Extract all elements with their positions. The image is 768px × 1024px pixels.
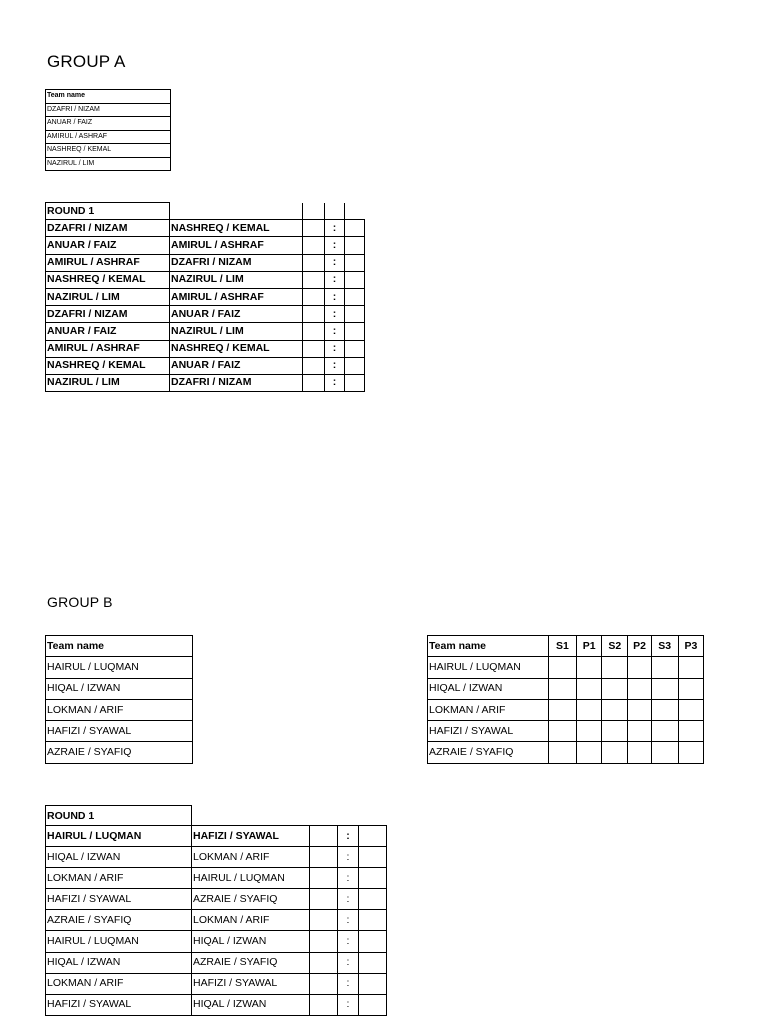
standings-cell[interactable] xyxy=(577,742,602,763)
score-separator: : xyxy=(325,323,345,340)
group-a-title: GROUP A xyxy=(47,52,126,71)
match-row xyxy=(46,952,387,973)
match-row xyxy=(46,931,387,952)
standings-cell[interactable] xyxy=(548,699,576,720)
home-team: LOKMAN / ARIF xyxy=(46,868,192,889)
home-team: HAFIZI / SYAWAL xyxy=(46,994,192,1015)
standings-cell[interactable] xyxy=(628,699,651,720)
standings-header-s2: S2 xyxy=(602,636,628,657)
home-team: AMIRUL / ASHRAF xyxy=(46,340,170,357)
away-team: AZRAIE / SYAFIQ xyxy=(192,952,310,973)
match-row xyxy=(46,374,365,391)
match-row xyxy=(46,994,387,1015)
away-team: HIQAL / IZWAN xyxy=(192,994,310,1015)
group-b-title: GROUP B xyxy=(47,594,113,610)
home-team: DZAFRI / NIZAM xyxy=(46,306,170,323)
score-home-cell[interactable] xyxy=(303,357,325,374)
standings-cell[interactable] xyxy=(602,721,628,742)
team-cell: HAFIZI / SYAWAL xyxy=(46,721,193,742)
score-home-cell[interactable] xyxy=(303,220,325,237)
score-home-cell[interactable] xyxy=(310,889,338,910)
score-away-cell[interactable] xyxy=(359,931,387,952)
away-team: DZAFRI / NIZAM xyxy=(170,374,303,391)
home-team: ANUAR / FAIZ xyxy=(46,237,170,254)
home-team: NASHREQ / KEMAL xyxy=(46,357,170,374)
score-away-cell[interactable] xyxy=(359,868,387,889)
standings-cell[interactable] xyxy=(602,657,628,678)
standings-cell[interactable] xyxy=(628,742,651,763)
away-team: DZAFRI / NIZAM xyxy=(170,254,303,271)
standings-header-s3: S3 xyxy=(651,636,678,657)
standings-cell[interactable] xyxy=(678,699,703,720)
score-separator: : xyxy=(338,826,359,847)
score-home-cell[interactable] xyxy=(310,910,338,931)
score-home-cell[interactable] xyxy=(310,931,338,952)
standings-cell[interactable] xyxy=(577,678,602,699)
score-separator: : xyxy=(338,931,359,952)
standings-team: HAFIZI / SYAWAL xyxy=(428,721,549,742)
score-separator: : xyxy=(338,868,359,889)
home-team: HIQAL / IZWAN xyxy=(46,952,192,973)
match-row xyxy=(46,868,387,889)
away-team: AZRAIE / SYAFIQ xyxy=(192,889,310,910)
score-home-cell[interactable] xyxy=(303,340,325,357)
score-away-cell[interactable] xyxy=(345,254,365,271)
score-separator: : xyxy=(338,889,359,910)
score-away-cell[interactable] xyxy=(345,271,365,288)
match-row xyxy=(46,323,365,340)
home-team: HAIRUL / LUQMAN xyxy=(46,931,192,952)
team-name-header: Team name xyxy=(46,636,193,657)
group-b-standings-table xyxy=(427,635,704,764)
home-team: LOKMAN / ARIF xyxy=(46,973,192,994)
score-away-cell[interactable] xyxy=(345,237,365,254)
home-team: AMIRUL / ASHRAF xyxy=(46,254,170,271)
away-team: NASHREQ / KEMAL xyxy=(170,220,303,237)
standings-cell[interactable] xyxy=(602,742,628,763)
standings-cell[interactable] xyxy=(548,657,576,678)
score-separator: : xyxy=(338,994,359,1015)
away-team: ANUAR / FAIZ xyxy=(170,306,303,323)
home-team: AZRAIE / SYAFIQ xyxy=(46,910,192,931)
score-home-cell[interactable] xyxy=(310,994,338,1015)
match-row xyxy=(46,847,387,868)
score-away-cell[interactable] xyxy=(359,826,387,847)
match-row xyxy=(46,910,387,931)
away-team: HAFIZI / SYAWAL xyxy=(192,826,310,847)
match-row xyxy=(46,973,387,994)
score-separator: : xyxy=(325,288,345,305)
standings-cell[interactable] xyxy=(651,742,678,763)
team-cell: LOKMAN / ARIF xyxy=(46,699,193,720)
standings-cell[interactable] xyxy=(678,742,703,763)
standings-team: LOKMAN / ARIF xyxy=(428,699,549,720)
score-away-cell[interactable] xyxy=(345,357,365,374)
score-away-cell[interactable] xyxy=(359,952,387,973)
standings-cell[interactable] xyxy=(602,678,628,699)
standings-cell[interactable] xyxy=(651,699,678,720)
home-team: HAFIZI / SYAWAL xyxy=(46,889,192,910)
score-separator: : xyxy=(325,374,345,391)
standings-row xyxy=(428,699,704,720)
team-cell: ANUAR / FAIZ xyxy=(46,117,171,131)
standings-team: AZRAIE / SYAFIQ xyxy=(428,742,549,763)
score-away-cell[interactable] xyxy=(359,847,387,868)
score-away-cell[interactable] xyxy=(345,220,365,237)
home-team: HAIRUL / LUQMAN xyxy=(46,826,192,847)
standings-cell[interactable] xyxy=(628,721,651,742)
match-row xyxy=(46,357,365,374)
team-name-header: Team name xyxy=(46,90,171,104)
score-home-cell[interactable] xyxy=(310,847,338,868)
standings-cell[interactable] xyxy=(577,657,602,678)
standings-cell[interactable] xyxy=(628,657,651,678)
home-team: ANUAR / FAIZ xyxy=(46,323,170,340)
standings-cell[interactable] xyxy=(602,699,628,720)
standings-team: HIQAL / IZWAN xyxy=(428,678,549,699)
standings-cell[interactable] xyxy=(628,678,651,699)
away-team: AMIRUL / ASHRAF xyxy=(170,288,303,305)
score-separator: : xyxy=(338,910,359,931)
score-home-cell[interactable] xyxy=(303,323,325,340)
standings-cell[interactable] xyxy=(548,742,576,763)
away-team: NASHREQ / KEMAL xyxy=(170,340,303,357)
team-cell: DZAFRI / NIZAM xyxy=(46,103,171,117)
score-home-cell[interactable] xyxy=(310,952,338,973)
standings-header-s1: S1 xyxy=(548,636,576,657)
standings-cell[interactable] xyxy=(678,678,703,699)
score-away-cell[interactable] xyxy=(359,994,387,1015)
score-separator: : xyxy=(325,271,345,288)
team-cell: AZRAIE / SYAFIQ xyxy=(46,742,193,763)
score-separator: : xyxy=(325,237,345,254)
score-separator: : xyxy=(325,357,345,374)
team-cell: HAIRUL / LUQMAN xyxy=(46,657,193,678)
score-home-cell[interactable] xyxy=(303,254,325,271)
standings-header-p2: P2 xyxy=(628,636,651,657)
score-separator: : xyxy=(338,952,359,973)
score-separator: : xyxy=(325,220,345,237)
group-b-team-list xyxy=(45,635,193,764)
team-cell: NASHREQ / KEMAL xyxy=(46,144,171,158)
score-home-cell[interactable] xyxy=(310,826,338,847)
match-row xyxy=(46,237,365,254)
score-separator: : xyxy=(338,973,359,994)
match-row xyxy=(46,271,365,288)
standings-cell[interactable] xyxy=(548,678,576,699)
standings-cell[interactable] xyxy=(678,657,703,678)
match-row xyxy=(46,254,365,271)
score-separator: : xyxy=(325,254,345,271)
score-away-cell[interactable] xyxy=(345,288,365,305)
standings-cell[interactable] xyxy=(651,721,678,742)
home-team: NASHREQ / KEMAL xyxy=(46,271,170,288)
team-cell: AMIRUL / ASHRAF xyxy=(46,130,171,144)
away-team: HIQAL / IZWAN xyxy=(192,931,310,952)
score-away-cell[interactable] xyxy=(345,323,365,340)
away-team: LOKMAN / ARIF xyxy=(192,910,310,931)
group-a-team-list xyxy=(45,89,171,171)
standings-row xyxy=(428,678,704,699)
home-team: DZAFRI / NIZAM xyxy=(46,220,170,237)
match-row xyxy=(46,306,365,323)
score-home-cell[interactable] xyxy=(303,288,325,305)
score-away-cell[interactable] xyxy=(359,973,387,994)
standings-header-team: Team name xyxy=(428,636,549,657)
away-team: ANUAR / FAIZ xyxy=(170,357,303,374)
group-b-round-table xyxy=(45,825,387,1016)
home-team: NAZIRUL / LIM xyxy=(46,288,170,305)
score-home-cell[interactable] xyxy=(303,237,325,254)
standings-row xyxy=(428,657,704,678)
score-home-cell[interactable] xyxy=(303,374,325,391)
away-team: AMIRUL / ASHRAF xyxy=(170,237,303,254)
match-row xyxy=(46,340,365,357)
score-home-cell[interactable] xyxy=(303,271,325,288)
score-separator: : xyxy=(338,847,359,868)
away-team: LOKMAN / ARIF xyxy=(192,847,310,868)
standings-cell[interactable] xyxy=(651,657,678,678)
score-separator: : xyxy=(325,340,345,357)
standings-cell[interactable] xyxy=(577,721,602,742)
away-team: NAZIRUL / LIM xyxy=(170,323,303,340)
match-row xyxy=(46,220,365,237)
score-away-cell[interactable] xyxy=(359,910,387,931)
score-separator: : xyxy=(325,306,345,323)
standings-row xyxy=(428,721,704,742)
standings-row xyxy=(428,742,704,763)
team-cell: HIQAL / IZWAN xyxy=(46,678,193,699)
team-cell: NAZIRUL / LIM xyxy=(46,157,171,171)
score-home-cell[interactable] xyxy=(303,306,325,323)
away-team: NAZIRUL / LIM xyxy=(170,271,303,288)
standings-header-p3: P3 xyxy=(678,636,703,657)
standings-cell[interactable] xyxy=(548,721,576,742)
score-home-cell[interactable] xyxy=(310,868,338,889)
round-label: ROUND 1 xyxy=(46,203,170,220)
home-team: NAZIRUL / LIM xyxy=(46,374,170,391)
match-row xyxy=(46,288,365,305)
match-row xyxy=(46,889,387,910)
score-home-cell[interactable] xyxy=(310,973,338,994)
score-away-cell[interactable] xyxy=(359,889,387,910)
group-a-round-table xyxy=(45,202,365,392)
score-away-cell[interactable] xyxy=(345,306,365,323)
standings-cell[interactable] xyxy=(651,678,678,699)
round-label: ROUND 1 xyxy=(45,805,192,826)
home-team: HIQAL / IZWAN xyxy=(46,847,192,868)
score-away-cell[interactable] xyxy=(345,374,365,391)
standings-header-p1: P1 xyxy=(577,636,602,657)
away-team: HAIRUL / LUQMAN xyxy=(192,868,310,889)
standings-cell[interactable] xyxy=(678,721,703,742)
score-away-cell[interactable] xyxy=(345,340,365,357)
standings-team: HAIRUL / LUQMAN xyxy=(428,657,549,678)
standings-cell[interactable] xyxy=(577,699,602,720)
away-team: HAFIZI / SYAWAL xyxy=(192,973,310,994)
match-row xyxy=(46,826,387,847)
